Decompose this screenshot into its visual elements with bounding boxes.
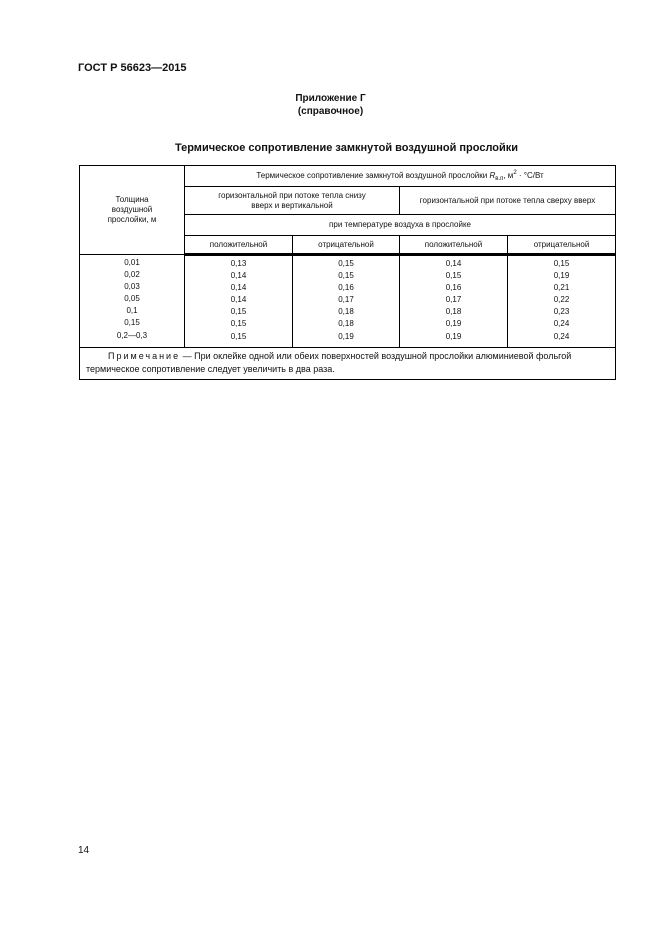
page-number: 14 bbox=[78, 845, 90, 856]
value-cell: 0,17 bbox=[338, 295, 354, 305]
document-code: ГОСТ Р 56623—2015 bbox=[78, 62, 187, 74]
thickness-cell: 0,1 bbox=[126, 306, 138, 316]
group-header-top-down: горизонтальной при потоке тепла сверху вверх bbox=[400, 187, 616, 215]
value-cell: 0,15 bbox=[230, 319, 247, 329]
value-cell: 0,18 bbox=[338, 319, 354, 329]
value-cell: 0,16 bbox=[338, 283, 354, 293]
value-cell: 0,24 bbox=[553, 331, 570, 341]
value-column-2 bbox=[293, 255, 400, 348]
temp-col-header-3: положительной bbox=[400, 236, 508, 255]
thickness-cell: 0,03 bbox=[124, 282, 140, 292]
value-cell: 0,18 bbox=[445, 307, 462, 317]
value-cell: 0,14 bbox=[230, 295, 247, 305]
appendix-heading bbox=[0, 92, 661, 118]
value-cell: 0,24 bbox=[553, 319, 570, 329]
value-cell: 0,16 bbox=[445, 283, 462, 293]
value-cell: 0,15 bbox=[338, 271, 354, 281]
note-text: — При оклейке одной или обеих поверхностей воздушной прослойки алюминиевой фольгой термическое сопротивление следует увеличить в два раза. bbox=[86, 350, 572, 374]
value-cell: 0,18 bbox=[338, 307, 354, 317]
temp-col-header-1: положительной bbox=[185, 236, 293, 255]
group-header-horizontal: горизонтальной при потоке тепла снизу вверх и вертикальной bbox=[185, 187, 400, 215]
value-cell: 0,21 bbox=[553, 283, 570, 293]
value-column-4 bbox=[508, 255, 616, 348]
value-cell: 0,19 bbox=[445, 319, 462, 329]
value-cell: 0,14 bbox=[230, 283, 247, 293]
value-cell: 0,15 bbox=[553, 259, 570, 268]
thickness-header: Толщина воздушной прослойки, м bbox=[80, 166, 185, 255]
value-cell: 0,15 bbox=[230, 307, 247, 317]
value-cell: 0,19 bbox=[445, 331, 462, 341]
table-title: Термическое сопротивление замкнутой воздушной прослойки bbox=[174, 142, 519, 154]
value-column-3 bbox=[400, 255, 508, 348]
value-cell: 0,19 bbox=[338, 331, 354, 341]
value-cell: 0,14 bbox=[230, 271, 247, 281]
temp-col-header-2: отрицательной bbox=[293, 236, 400, 255]
thickness-cell: 0,01 bbox=[124, 258, 140, 267]
value-cell: 0,15 bbox=[338, 259, 354, 268]
value-cell: 0,19 bbox=[553, 271, 570, 281]
thickness-cell: 0,05 bbox=[124, 294, 140, 304]
value-cell: 0,15 bbox=[445, 271, 462, 281]
value-cell: 0,13 bbox=[230, 259, 247, 268]
value-cell: 0,23 bbox=[553, 307, 570, 317]
temperature-header: при температуре воздуха в прослойке bbox=[185, 215, 616, 236]
value-cell: 0,22 bbox=[553, 295, 570, 305]
value-cell: 0,14 bbox=[445, 259, 462, 268]
value-cell: 0,15 bbox=[230, 331, 247, 341]
note-label: Примечание bbox=[108, 350, 181, 361]
thickness-column bbox=[80, 255, 185, 348]
thickness-cell: 0,02 bbox=[124, 270, 140, 280]
appendix-title: Приложение Г bbox=[295, 93, 366, 104]
value-column-1 bbox=[185, 255, 293, 348]
thickness-cell: 0,2—0,3 bbox=[116, 330, 148, 340]
data-row bbox=[80, 255, 616, 348]
table-note bbox=[80, 347, 616, 379]
thickness-cell: 0,15 bbox=[124, 318, 140, 328]
thermal-resistance-table bbox=[79, 165, 616, 380]
appendix-subtitle: (справочное) bbox=[297, 106, 364, 117]
temp-col-header-4: отрицательной bbox=[508, 236, 616, 255]
value-cell: 0,17 bbox=[445, 295, 462, 305]
resistance-header: Термическое сопротивление замкнутой воздушной прослойки $R_{в.п}$, $м^2 \cdot ^\circ С/Вт$ bbox=[185, 166, 616, 187]
